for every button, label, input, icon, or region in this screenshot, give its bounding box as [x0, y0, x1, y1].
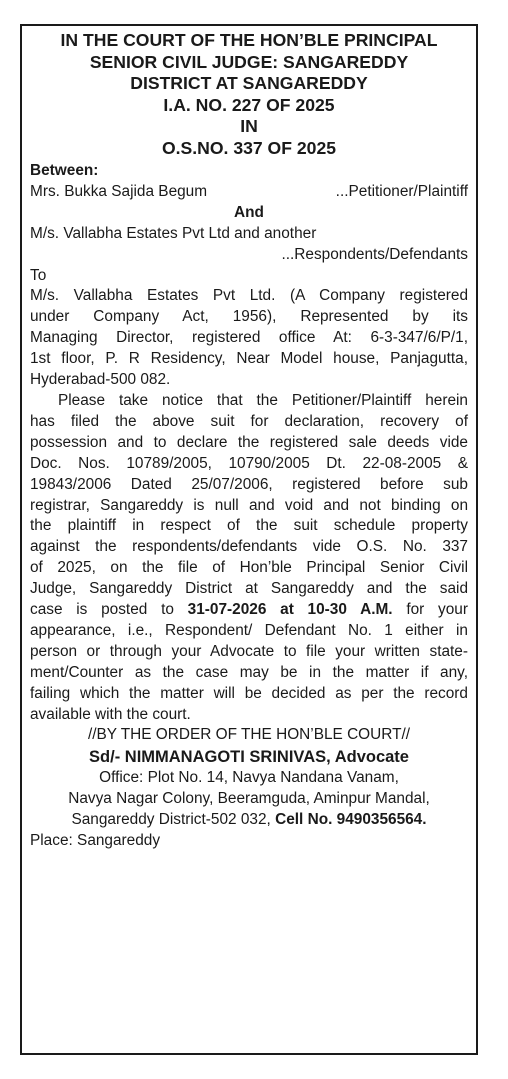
body-line: has filed the above suit for declaration, recovery of	[30, 412, 468, 430]
body-line: failing which the matter will be decided as per the record	[30, 684, 468, 702]
office-district: Sangareddy District-502 032,	[71, 811, 276, 829]
cell-number: Cell No. 9490356564.	[275, 811, 427, 829]
office-address-line: Office: Plot No. 14, Navya Nandana Vanam,	[99, 769, 399, 787]
body-line: ment/Counter as the case may be in the matter if any,	[30, 663, 468, 681]
body-line: the plaintiff in respect of the suit schedule property	[30, 517, 468, 535]
hearing-date: 31-07-2026 at 10-30 A.M.	[187, 601, 393, 619]
body-line: Judge, Sangareddy District at Sangareddy and the said	[30, 580, 468, 598]
office-address-line	[30, 810, 468, 831]
to-label: To	[30, 266, 47, 284]
addressee-section	[30, 266, 468, 391]
heading-line-os-number: O.S.NO. 337 OF 2025	[161, 137, 337, 158]
body-line: person or through your Advocate to file your written state-	[30, 642, 468, 660]
respondent-name: M/s. Vallabha Estates Pvt Ltd and another	[30, 224, 317, 242]
place-line: Place: Sangareddy	[30, 832, 161, 849]
notice-body	[30, 391, 468, 726]
legal-notice	[20, 24, 478, 1055]
body-line: registrar, Sangareddy is null and void and not binding on	[30, 496, 468, 514]
heading-line-court: IN THE COURT OF THE HON’BLE PRINCIPAL	[60, 30, 438, 50]
addressee-line: 1st floor, P. R Residency, Near Model house, Panjagutta,	[30, 350, 468, 368]
heading-line-in: IN	[240, 116, 258, 136]
addressee-line: Hyderabad-500 082.	[30, 371, 171, 389]
body-line: possession and to declare the registered sale deeds vide	[30, 433, 468, 451]
heading-line-district: DISTRICT AT SANGAREDDY	[130, 73, 368, 93]
posted-suffix: for your	[392, 601, 468, 619]
addressee-line: M/s. Vallabha Estates Pvt Ltd. (A Company registered	[30, 287, 468, 305]
petitioner-name: Mrs. Bukka Sajida Begum	[30, 182, 208, 200]
body-line: of 2025, on the file of Hon’ble Principal Senior Civil	[30, 559, 468, 577]
body-line: available with the court.	[30, 705, 191, 723]
heading-line-ia-number: I.A. NO. 227 OF 2025	[163, 94, 335, 115]
court-heading	[30, 30, 468, 159]
court-order-line: //BY THE ORDER OF THE HON’BLE COURT//	[87, 726, 411, 744]
body-line: against the respondents/defendants vide O.S. No. 337	[30, 538, 468, 556]
heading-line-judge: SENIOR CIVIL JUDGE: SANGAREDDY	[89, 51, 409, 72]
body-line: 19843/2006 Dated 25/07/2006, registered before sub	[30, 475, 468, 493]
body-line: Please take notice that the Petitioner/Plaintiff herein	[58, 391, 468, 409]
body-line: Doc. Nos. 10789/2005, 10790/2005 Dt. 22-08-2005 &	[30, 454, 468, 472]
posting-line	[30, 600, 468, 621]
office-address-line: Navya Nagar Colony, Beeramguda, Aminpur Mandal,	[68, 790, 430, 808]
petitioner-role: ...Petitioner/Plaintiff	[335, 182, 468, 200]
parties-section	[30, 161, 468, 266]
advocate-signature: Sd/- NIMMANAGOTI SRINIVAS, Advocate	[89, 748, 409, 767]
between-label: Between:	[30, 162, 99, 179]
posted-prefix: case is posted to	[30, 601, 188, 619]
and-label: And	[234, 203, 264, 221]
addressee-line: Managing Director, registered office At: 6-3-347/6/P/1,	[30, 329, 468, 347]
addressee-line: under Company Act, 1956), Represented by its	[30, 308, 468, 326]
respondent-role: ...Respondents/Defendants	[281, 245, 468, 263]
petitioner-row	[30, 182, 468, 203]
body-line: appearance, i.e., Respondent/ Defendant No. 1 either in	[30, 621, 468, 639]
signature-section	[30, 725, 468, 851]
